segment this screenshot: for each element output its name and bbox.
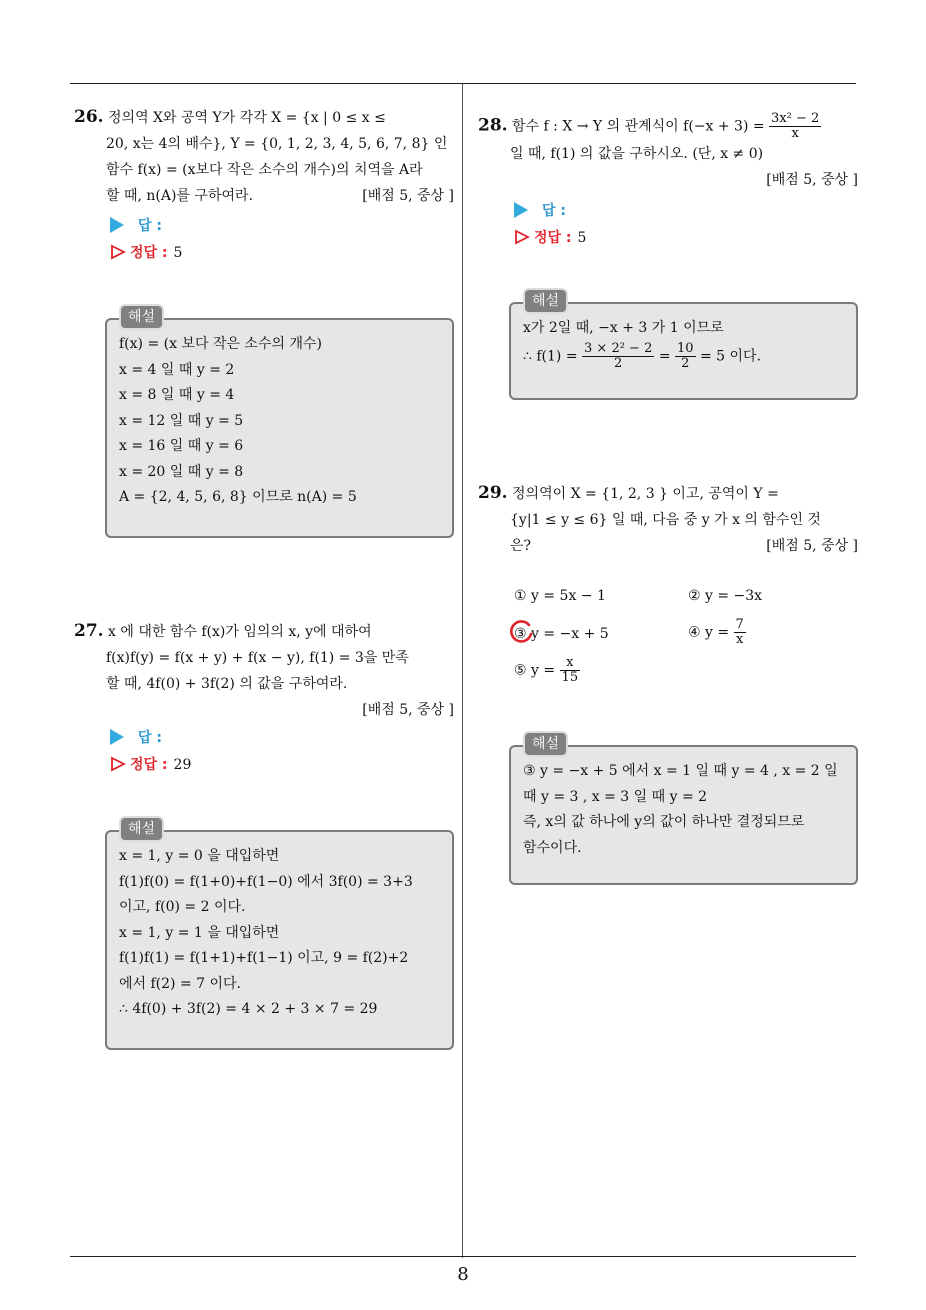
solution-tag: 해설 bbox=[119, 816, 164, 842]
outline-triangle-icon bbox=[514, 229, 530, 245]
solution-line: A = {2, 4, 5, 6, 8} 이므로 n(A) = 5 bbox=[119, 489, 357, 505]
column-divider bbox=[462, 84, 463, 1258]
correct-value: 5 bbox=[577, 230, 587, 246]
problem-28-line-2: 일 때, f(1) 의 값을 구하시오. (단, x ≠ 0) bbox=[510, 146, 764, 162]
solution-line: x = 4 일 때 y = 2 bbox=[119, 361, 235, 378]
problem-29-line-2: {y|1 ≤ y ≤ 6} 일 때, 다음 중 y 가 x 의 함수인 것 bbox=[510, 512, 821, 528]
problem-29-number: 29. bbox=[478, 483, 508, 503]
choice-2[interactable]: ② y = −3x bbox=[688, 588, 763, 604]
problem-28-solution-box bbox=[509, 293, 858, 400]
fraction-numerator: 3x² − 2 bbox=[771, 111, 820, 126]
solution-fraction-2 bbox=[675, 342, 696, 371]
solution-line: x = 16 일 때 y = 6 bbox=[119, 438, 244, 454]
fraction-denominator: x bbox=[736, 632, 744, 647]
solution-line: x = 12 일 때 y = 5 bbox=[119, 412, 244, 429]
choice-5-fraction bbox=[560, 656, 581, 685]
page-number: 8 bbox=[457, 1264, 469, 1285]
play-triangle-icon bbox=[110, 217, 124, 233]
solution-prefix: ∴ f(1) = bbox=[523, 348, 578, 364]
problem-27-line-2: f(x)f(y) = f(x + y) + f(x − y), f(1) = 3을 만족 bbox=[106, 650, 409, 666]
problem-27-correct bbox=[110, 755, 191, 775]
problem-29-text-3: 은? bbox=[510, 538, 532, 554]
problem-27-answer bbox=[110, 728, 162, 748]
solution-line: 이고, f(0) = 2 이다. bbox=[119, 899, 246, 915]
solution-line: 때 y = 3 , x = 3 일 때 y = 2 bbox=[523, 788, 708, 805]
choice-5[interactable] bbox=[514, 656, 580, 685]
correct-label: 정답 : bbox=[130, 757, 168, 773]
problem-26-number: 26. bbox=[74, 107, 104, 127]
answer-label: 답 : bbox=[138, 218, 162, 234]
problem-26-answer bbox=[110, 216, 162, 236]
correct-label: 정답 : bbox=[130, 245, 168, 261]
footer-rule bbox=[70, 1256, 856, 1257]
fraction-numerator: 3 × 2² − 2 bbox=[584, 340, 653, 356]
outline-triangle-icon bbox=[110, 756, 126, 772]
problem-29-meta: [배점 5, 중상 ] bbox=[766, 538, 858, 554]
problem-26-line-3: 함수 f(x) = (x보다 작은 소수의 개수)의 치역을 A라 bbox=[106, 162, 423, 178]
solution-line: f(x) = (x 보다 작은 소수의 개수) bbox=[119, 336, 322, 352]
correct-value: 29 bbox=[173, 757, 192, 773]
fraction-denominator: 15 bbox=[561, 670, 579, 685]
problem-29-solution-box bbox=[509, 736, 858, 885]
problem-26-line-4 bbox=[74, 183, 454, 209]
problem-26-correct bbox=[110, 243, 182, 263]
fraction-numerator: x bbox=[560, 656, 581, 671]
solution-tag: 해설 bbox=[523, 288, 568, 314]
problem-28-meta: [배점 5, 중상 ] bbox=[766, 172, 858, 188]
solution-line: 즉, x의 값 하나에 y의 값이 하나만 결정되므로 bbox=[523, 814, 805, 830]
solution-fraction-1 bbox=[582, 342, 654, 371]
solution-line: ③ y = −x + 5 에서 x = 1 일 때 y = 4 , x = 2 일 bbox=[523, 763, 838, 779]
problem-28-line-1 bbox=[478, 112, 858, 141]
solution-line: x = 1, y = 0 을 대입하면 bbox=[119, 848, 280, 864]
problem-28-number: 28. bbox=[478, 115, 508, 136]
problem-28-correct bbox=[514, 228, 586, 248]
problem-26-line-1 bbox=[74, 104, 454, 131]
choice-4-fraction bbox=[734, 618, 746, 647]
problem-29-line-1 bbox=[478, 480, 858, 507]
problem-26-line-2: 20, x는 4의 배수}, Y = {0, 1, 2, 3, 4, 5, 6, 7, 8} 인 bbox=[106, 136, 448, 152]
solution-line: 함수이다. bbox=[523, 839, 582, 856]
problem-27-text-1: x 에 대한 함수 f(x)가 임의의 x, y에 대하여 bbox=[108, 624, 372, 640]
choice-5-prefix: ⑤ y = bbox=[514, 662, 556, 679]
problem-28-text-1: 함수 f : X → Y 의 관계식이 f(−x + 3) = bbox=[512, 118, 765, 135]
answer-label: 답 : bbox=[542, 203, 566, 219]
fraction-denominator: 2 bbox=[681, 355, 690, 371]
problem-27-meta: [배점 5, 중상 ] bbox=[362, 702, 454, 718]
problem-27-number: 27. bbox=[74, 621, 104, 641]
correct-value: 5 bbox=[173, 245, 183, 261]
problem-29-text-1: 정의역이 X = {1, 2, 3 } 이고, 공역이 Y = bbox=[512, 486, 779, 502]
problem-27 bbox=[74, 618, 454, 723]
answer-circle-mark-icon bbox=[508, 620, 534, 646]
problem-26-solution-box bbox=[105, 309, 454, 538]
solution-line: x가 2일 때, −x + 3 가 1 이므로 bbox=[523, 320, 724, 336]
solution-line: f(1)f(1) = f(1+1)+f(1−1) 이고, 9 = f(2)+2 bbox=[119, 950, 409, 966]
fraction-denominator: 2 bbox=[614, 355, 623, 371]
correct-label: 정답 : bbox=[534, 230, 572, 246]
header-rule bbox=[70, 83, 856, 84]
problem-29 bbox=[478, 480, 858, 559]
answer-label: 답 : bbox=[138, 730, 162, 746]
play-triangle-icon bbox=[514, 202, 528, 218]
solution-equals: = bbox=[658, 348, 671, 364]
problem-26-meta: [배점 5, 중상 ] bbox=[362, 188, 454, 204]
problem-26-text-4: 할 때, n(A)를 구하여라. bbox=[106, 188, 253, 204]
choice-4-prefix: ④ y = bbox=[688, 624, 730, 641]
choice-1[interactable]: ① y = 5x − 1 bbox=[514, 588, 606, 604]
solution-line: f(1)f(0) = f(1+0)+f(1−0) 에서 3f(0) = 3+3 bbox=[119, 873, 413, 890]
problem-28-fraction bbox=[769, 112, 821, 141]
solution-line: x = 1, y = 1 을 대입하면 bbox=[119, 924, 280, 941]
problem-26 bbox=[74, 104, 454, 209]
problem-27-line-1 bbox=[74, 618, 454, 645]
problem-27-line-3: 할 때, 4f(0) + 3f(2) 의 값을 구하여라. bbox=[106, 676, 348, 692]
play-triangle-icon bbox=[110, 729, 124, 745]
problem-29-line-3 bbox=[478, 533, 858, 559]
outline-triangle-icon bbox=[110, 244, 126, 260]
problem-26-text-1: 정의역 X와 공역 Y가 각각 X = {x | 0 ≤ x ≤ bbox=[108, 110, 386, 126]
problem-28-answer bbox=[514, 201, 566, 221]
choice-4[interactable] bbox=[688, 618, 746, 647]
choice-3[interactable]: ③ y = −x + 5 bbox=[514, 626, 609, 642]
fraction-numerator: 7 bbox=[735, 617, 744, 632]
solution-line: 에서 f(2) = 7 이다. bbox=[119, 975, 241, 992]
solution-suffix: = 5 이다. bbox=[700, 348, 762, 364]
solution-line: x = 20 일 때 y = 8 bbox=[119, 463, 244, 480]
solution-tag: 해설 bbox=[523, 731, 568, 757]
fraction-numerator: 10 bbox=[677, 340, 694, 356]
solution-tag: 해설 bbox=[119, 304, 164, 330]
solution-line bbox=[523, 342, 844, 371]
problem-28 bbox=[478, 112, 858, 193]
solution-line: x = 8 일 때 y = 4 bbox=[119, 387, 235, 403]
fraction-denominator: x bbox=[791, 126, 799, 141]
problem-27-solution-box bbox=[105, 821, 454, 1050]
solution-line: ∴ 4f(0) + 3f(2) = 4 × 2 + 3 × 7 = 29 bbox=[119, 1001, 378, 1017]
